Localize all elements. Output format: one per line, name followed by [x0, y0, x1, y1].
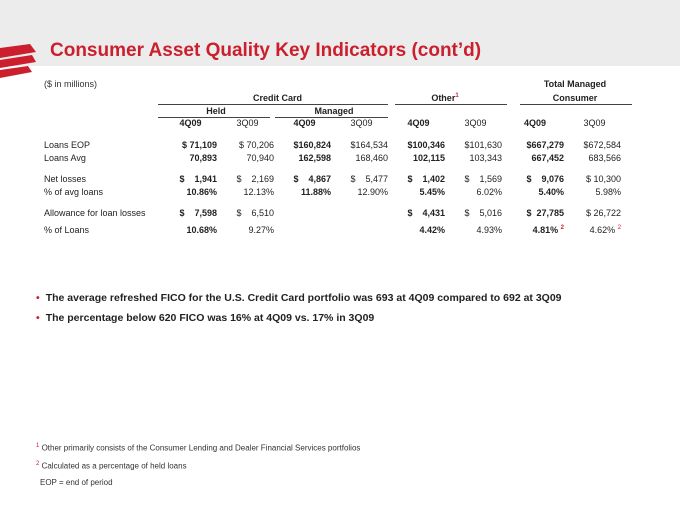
cell-value: 4.62%: [589, 224, 616, 235]
consumer-divider: [520, 104, 632, 105]
other-header: [400, 93, 490, 103]
table-cell: 5.45%: [419, 186, 445, 197]
table-row: [42, 223, 623, 236]
bullet-item: [36, 292, 562, 304]
table-cell: 667,452: [531, 152, 564, 163]
footnote-eop: [40, 478, 113, 487]
managed-header: Managed: [314, 106, 354, 116]
row-label-header: [42, 116, 162, 130]
table-cell: $ 27,785: [526, 207, 564, 218]
table-cell: $ 4,867: [293, 173, 331, 184]
table-cell: 162,598: [298, 152, 331, 163]
bullet-list: [36, 292, 562, 332]
period-header: 4Q09: [293, 118, 316, 128]
bullet-item: [36, 312, 562, 324]
period-header: 3Q09: [464, 118, 487, 128]
other-divider: [395, 104, 507, 105]
period-header: 4Q09: [179, 118, 202, 128]
table-cell: 683,566: [588, 152, 621, 163]
table-cell: 6.02%: [476, 186, 502, 197]
kpi-table: [42, 116, 623, 236]
table-row: [42, 185, 623, 198]
table-cell: $ 1,402: [407, 173, 445, 184]
footnote-text: EOP = end of period: [40, 478, 113, 487]
table-cell: 10.86%: [186, 186, 217, 197]
table-cell: 103,343: [469, 152, 502, 163]
table-cell: [276, 223, 333, 236]
table-cell: [333, 223, 390, 236]
bullet-text: The percentage below 620 FICO was 16% at 4Q09 vs. 17% in 3Q09: [45, 312, 375, 324]
table-cell: [333, 206, 390, 219]
row-label: % of Loans: [44, 224, 90, 235]
row-label: Loans Avg: [44, 152, 86, 163]
table-cell: $100,346: [407, 139, 445, 150]
footnote-2: [36, 461, 187, 471]
table-cell: 10.68%: [186, 224, 217, 235]
cell-value: 4.81%: [532, 224, 559, 235]
table-cell: $667,279: [526, 139, 564, 150]
table-cell: $ 70,206: [238, 139, 274, 150]
table-cell: 12.13%: [243, 186, 274, 197]
table-row: [42, 172, 623, 185]
period-header: 4Q09: [407, 118, 430, 128]
period-header: 3Q09: [236, 118, 259, 128]
table-cell: $ 26,722: [585, 207, 621, 218]
table-cell: $ 2,169: [236, 173, 274, 184]
other-header-label: Other: [431, 93, 456, 103]
footnote-marker: 2: [617, 224, 621, 231]
footnote-1: [36, 443, 360, 453]
table-cell: 102,115: [412, 152, 445, 163]
table-cell: $164,534: [350, 139, 388, 150]
table-cell: 4.93%: [476, 224, 502, 235]
bullet-icon: •: [36, 292, 40, 304]
page-title: Consumer Asset Quality Key Indicators (cont’d): [50, 40, 482, 61]
period-header: 3Q09: [583, 118, 606, 128]
total-managed-header: Total Managed: [543, 79, 607, 89]
footnote-marker: 2: [36, 461, 40, 467]
table-cell: 9.27%: [248, 224, 274, 235]
table-cell: [566, 223, 623, 236]
table-cell: $101,630: [464, 139, 502, 150]
table-cell: $160,824: [293, 139, 331, 150]
table-cell: $ 9,076: [526, 173, 564, 184]
footnote-marker: 2: [560, 224, 564, 231]
table-cell: $672,584: [583, 139, 621, 150]
other-footnote-marker: 1: [455, 93, 459, 99]
table-cell: $ 1,569: [464, 173, 502, 184]
held-header: Held: [206, 106, 226, 116]
table-cell: 70,940: [246, 152, 274, 163]
row-label: % of avg loans: [44, 186, 104, 197]
table-cell: 5.40%: [538, 186, 564, 197]
table-cell: $ 5,016: [464, 207, 502, 218]
row-label: Loans EOP: [44, 139, 91, 150]
table-row: [42, 206, 623, 219]
table-cell: $ 71,109: [181, 139, 217, 150]
table-cell: 4.42%: [419, 224, 445, 235]
table-cell: 12.90%: [357, 186, 388, 197]
period-header-row: [42, 116, 623, 130]
table-cell: $ 1,941: [179, 173, 217, 184]
table-cell: $ 4,431: [407, 207, 445, 218]
bullet-icon: •: [36, 312, 40, 324]
table-cell: 168,460: [355, 152, 388, 163]
table-cell: $ 6,510: [236, 207, 274, 218]
table-cell: $ 5,477: [350, 173, 388, 184]
row-label: Net losses: [44, 173, 87, 184]
flag-logo-icon: [0, 40, 36, 80]
credit-card-divider: [158, 104, 388, 105]
table-row: [42, 151, 623, 164]
table-cell: 70,893: [189, 152, 217, 163]
table-cell: $ 10,300: [585, 173, 621, 184]
table-cell: 11.88%: [300, 186, 331, 197]
period-header: 3Q09: [350, 118, 373, 128]
period-header: 4Q09: [523, 118, 547, 128]
row-label: Allowance for loan losses: [44, 207, 146, 218]
table-row: [42, 138, 623, 151]
footnote-marker: 1: [36, 443, 40, 449]
table-cell: [504, 223, 566, 236]
footnote-text: Calculated as a percentage of held loans: [41, 461, 187, 471]
units-note: ($ in millions): [44, 79, 98, 89]
table-cell: $ 7,598: [179, 207, 217, 218]
table-cell: [276, 206, 333, 219]
consumer-header: Consumer: [552, 93, 598, 103]
footnote-text: Other primarily consists of the Consumer Lending and Dealer Financial Services portfolios: [41, 443, 361, 453]
table-cell: 5.98%: [595, 186, 621, 197]
bullet-text: The average refreshed FICO for the U.S. Credit Card portfolio was 693 at 4Q09 compared to 692 at 3Q09: [45, 292, 562, 304]
credit-card-header: Credit Card: [252, 93, 302, 103]
